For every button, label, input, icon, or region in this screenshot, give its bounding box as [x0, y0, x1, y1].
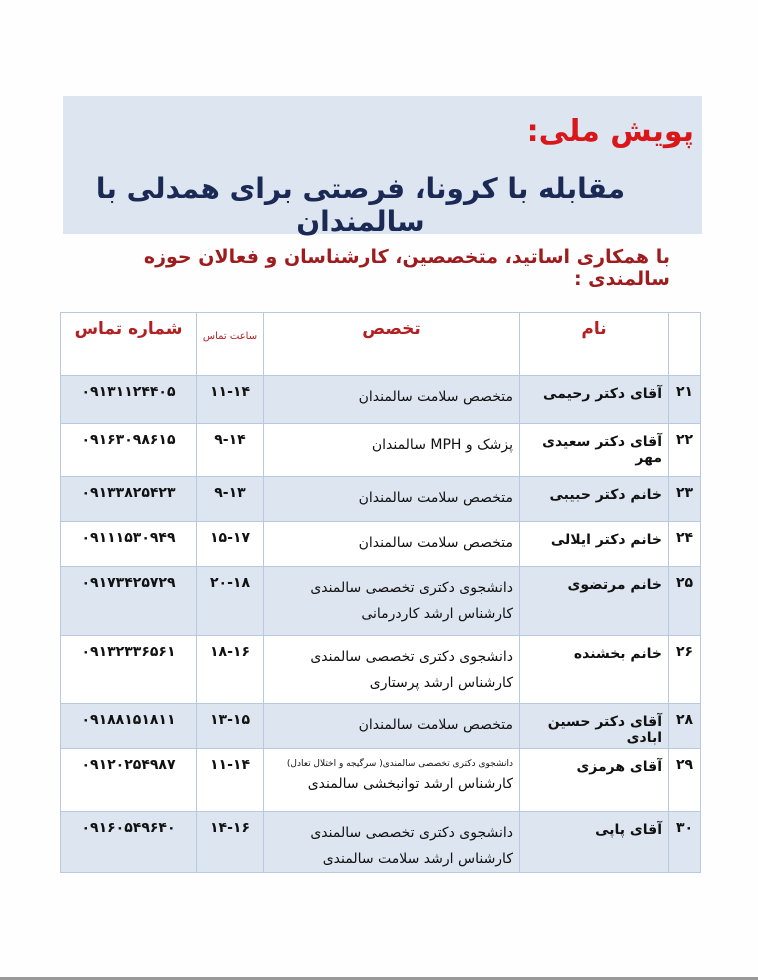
specialty: [264, 477, 520, 522]
specialty: [264, 704, 520, 749]
contact-hours: ۱۵-۱۷: [197, 522, 264, 567]
contact-table: [60, 312, 701, 873]
table-row: [61, 522, 701, 567]
campaign-kicker: پویش ملی:: [526, 114, 694, 149]
specialty: [264, 567, 520, 636]
row-number: ۲۱: [669, 376, 701, 424]
title-banner: [63, 96, 702, 238]
phone-number: ۰۹۱۱۱۵۳۰۹۴۹: [61, 522, 197, 567]
specialty-line: متخصص سلامت سالمندان: [358, 389, 513, 405]
table-row: [61, 636, 701, 704]
specialty-line: کارشناس ارشد پرستاری: [369, 675, 513, 691]
person-name: خانم دکتر ایلالی: [520, 522, 669, 567]
row-number: ۲۵: [669, 567, 701, 636]
table-row: [61, 812, 701, 873]
specialty-line: متخصص سلامت سالمندان: [358, 717, 513, 733]
specialty-line: دانشجوی دکتری تخصصی سالمندی: [310, 825, 513, 841]
phone-number: ۰۹۱۶۰۵۴۹۶۴۰: [61, 812, 197, 873]
person-name: خانم مرتضوی: [520, 567, 669, 636]
phone-number: ۰۹۱۳۱۱۲۴۴۰۵: [61, 376, 197, 424]
table-row: [61, 477, 701, 522]
specialty: [264, 522, 520, 567]
table-row: [61, 749, 701, 812]
phone-number: ۰۹۱۶۳۰۹۸۶۱۵: [61, 424, 197, 477]
table-header-row: [61, 313, 701, 376]
contact-hours: ۱۱-۱۴: [197, 749, 264, 812]
row-number: ۲۶: [669, 636, 701, 704]
specialty: [264, 636, 520, 704]
row-number: ۲۳: [669, 477, 701, 522]
specialty-line: دانشجوی دکتری تخصصی سالمندی: [310, 580, 513, 596]
header-phone: شماره تماس: [61, 313, 197, 376]
phone-number: ۰۹۱۸۸۱۵۱۸۱۱: [61, 704, 197, 749]
header-specialty: تخصص: [264, 313, 520, 376]
specialty: [264, 812, 520, 873]
row-number: ۲۹: [669, 749, 701, 812]
specialty-line: پزشک و MPH سالمندان: [371, 437, 513, 453]
person-name: آقای دکتر حسین ابادی: [520, 704, 669, 749]
phone-number: ۰۹۱۳۳۸۲۵۴۲۳: [61, 477, 197, 522]
contact-hours: ۱۸-۱۶: [197, 636, 264, 704]
specialty-line: کارشناس ارشد توانبخشی سالمندی: [307, 776, 513, 792]
contact-hours: ۲۰-۱۸: [197, 567, 264, 636]
row-number: ۲۲: [669, 424, 701, 477]
specialty: [264, 749, 520, 812]
person-name: آقای دکتر سعیدی مهر: [520, 424, 669, 477]
specialty-line: کارشناس ارشد سلامت سالمندی: [322, 851, 513, 867]
table-row: [61, 376, 701, 424]
specialty-line: متخصص سلامت سالمندان: [358, 490, 513, 506]
specialty-line-small: دانشجوی دکتری تخصصی سالمندی( سرگیجه و اختلال تعادل): [286, 759, 513, 769]
collaborators-subtitle: با همکاری اساتید، متخصصین، کارشناسان و فعالان حوزه سالمندی :: [143, 246, 670, 290]
row-number: ۳۰: [669, 812, 701, 873]
table-row: [61, 704, 701, 749]
specialty-line: دانشجوی دکتری تخصصی سالمندی: [310, 649, 513, 665]
row-number: ۲۸: [669, 704, 701, 749]
table-row: [61, 567, 701, 636]
phone-number: ۰۹۱۲۰۲۵۴۹۸۷: [61, 749, 197, 812]
header-index: [669, 313, 701, 376]
specialty: [264, 376, 520, 424]
specialty: [264, 424, 520, 477]
person-name: آقای هرمزی: [520, 749, 669, 812]
specialty-line: متخصص سلامت سالمندان: [358, 535, 513, 551]
phone-number: ۰۹۱۳۲۳۳۶۵۶۱: [61, 636, 197, 704]
person-name: خانم دکتر حبیبی: [520, 477, 669, 522]
contact-hours: ۱۱-۱۴: [197, 376, 264, 424]
person-name: آقای دکتر رحیمی: [520, 376, 669, 424]
contact-hours: ۹-۱۳: [197, 477, 264, 522]
campaign-title: مقابله با کرونا، فرصتی برای همدلی با سالمندان: [95, 172, 626, 238]
specialty-line: کارشناس ارشد کاردرمانی: [361, 606, 513, 622]
contact-hours: ۹-۱۴: [197, 424, 264, 477]
contact-hours: ۱۴-۱۶: [197, 812, 264, 873]
phone-number: ۰۹۱۷۳۴۲۵۷۲۹: [61, 567, 197, 636]
contact-hours: ۱۳-۱۵: [197, 704, 264, 749]
header-hours: ساعت تماس: [197, 313, 264, 376]
header-name: نام: [520, 313, 669, 376]
person-name: آقای پاپی: [520, 812, 669, 873]
person-name: خانم بخشنده: [520, 636, 669, 704]
table-row: [61, 424, 701, 477]
row-number: ۲۴: [669, 522, 701, 567]
